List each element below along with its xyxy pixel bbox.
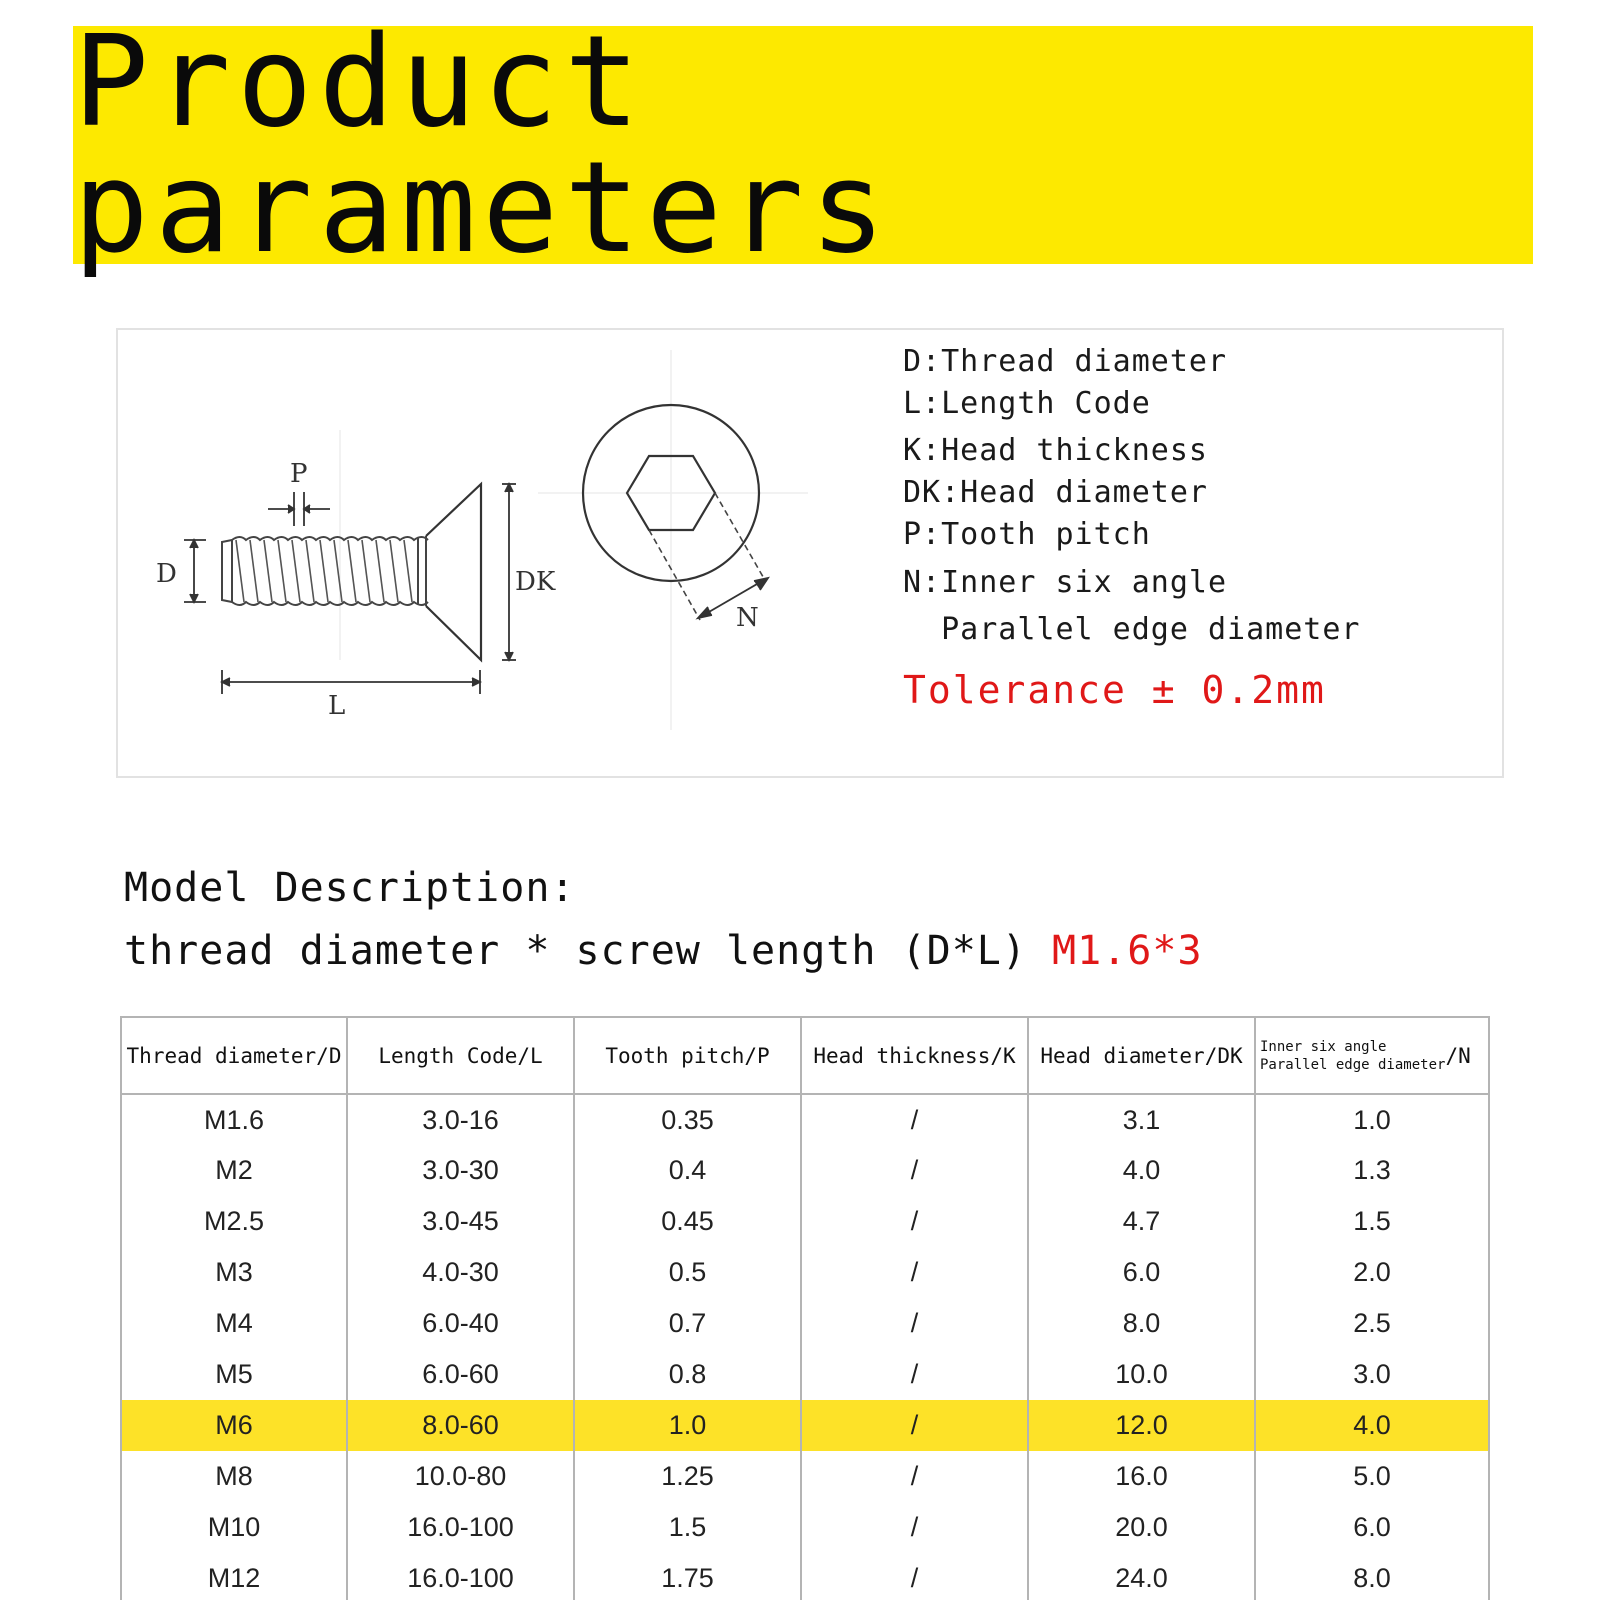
cell-thread: M4 — [121, 1298, 347, 1349]
cell-length: 8.0-60 — [347, 1400, 574, 1451]
cell-pitch: 0.4 — [574, 1145, 801, 1196]
cell-inner-six: 2.0 — [1255, 1247, 1489, 1298]
cell-inner-six: 8.0 — [1255, 1553, 1489, 1600]
table-row — [121, 1349, 1489, 1400]
legend-item: P:Tooth pitch — [903, 517, 1151, 552]
cell-thickness: / — [801, 1196, 1028, 1247]
cell-thread: M1.6 — [121, 1094, 347, 1145]
cell-head-diameter: 10.0 — [1028, 1349, 1255, 1400]
cell-inner-six: 1.3 — [1255, 1145, 1489, 1196]
cell-pitch: 0.7 — [574, 1298, 801, 1349]
cell-inner-six: 6.0 — [1255, 1502, 1489, 1553]
label-n: N — [736, 603, 759, 633]
legend-item: D:Thread diameter — [903, 344, 1228, 379]
cell-inner-six: 5.0 — [1255, 1451, 1489, 1502]
cell-head-diameter: 24.0 — [1028, 1553, 1255, 1600]
tolerance-note: Tolerance ± 0.2mm — [903, 668, 1326, 712]
cell-thickness: / — [801, 1553, 1028, 1600]
table-row — [121, 1247, 1489, 1298]
table-row — [121, 1553, 1489, 1600]
cell-thickness: / — [801, 1451, 1028, 1502]
cell-length: 3.0-16 — [347, 1094, 574, 1145]
label-l: L — [328, 691, 346, 721]
cell-thread: M8 — [121, 1451, 347, 1502]
cell-head-diameter: 8.0 — [1028, 1298, 1255, 1349]
cell-thread: M5 — [121, 1349, 347, 1400]
title-banner — [73, 8, 1533, 281]
cell-pitch: 1.0 — [574, 1400, 801, 1451]
label-d: D — [156, 559, 177, 589]
cell-inner-six: 1.5 — [1255, 1196, 1489, 1247]
diagram-panel — [116, 328, 1504, 778]
cell-thread: M12 — [121, 1553, 347, 1600]
parameters-table — [120, 1016, 1490, 1600]
cell-inner-six: 1.0 — [1255, 1094, 1489, 1145]
screw-diagram — [118, 330, 1506, 780]
cell-thread: M2 — [121, 1145, 347, 1196]
screw-head — [426, 484, 481, 660]
table-row — [121, 1502, 1489, 1553]
cell-length: 6.0-40 — [347, 1298, 574, 1349]
header-head-diameter: Head diameter/DK — [1028, 1017, 1255, 1094]
cell-thickness: / — [801, 1502, 1028, 1553]
formula-text: thread diameter * screw length (D*L) — [124, 928, 1027, 974]
header-n-line1: Inner six angle — [1260, 1038, 1387, 1055]
cell-pitch: 0.5 — [574, 1247, 801, 1298]
cell-thickness: / — [801, 1349, 1028, 1400]
model-heading: Model Description: — [124, 865, 576, 911]
table-header-row — [121, 1017, 1489, 1094]
cell-pitch: 1.25 — [574, 1451, 801, 1502]
header-n-line2: Parallel edge diameter — [1260, 1056, 1446, 1073]
cell-thread: M6 — [121, 1400, 347, 1451]
table-row — [121, 1298, 1489, 1349]
cell-thread: M3 — [121, 1247, 347, 1298]
cell-length: 6.0-60 — [347, 1349, 574, 1400]
cell-inner-six: 4.0 — [1255, 1400, 1489, 1451]
cell-pitch: 1.5 — [574, 1502, 801, 1553]
header-thread-diameter: Thread diameter/D — [121, 1017, 347, 1094]
header-head-thickness: Head thickness/K — [801, 1017, 1028, 1094]
cell-head-diameter: 20.0 — [1028, 1502, 1255, 1553]
label-p: P — [290, 459, 308, 489]
cell-pitch: 0.45 — [574, 1196, 801, 1247]
cell-head-diameter: 3.1 — [1028, 1094, 1255, 1145]
header-inner-six-angle — [1255, 1017, 1489, 1094]
cell-pitch: 0.35 — [574, 1094, 801, 1145]
cell-thread: M2.5 — [121, 1196, 347, 1247]
cell-head-diameter: 6.0 — [1028, 1247, 1255, 1298]
cell-head-diameter: 16.0 — [1028, 1451, 1255, 1502]
legend-item: K:Head thickness — [903, 433, 1208, 468]
screw-shank — [222, 536, 428, 606]
cell-length: 3.0-30 — [347, 1145, 574, 1196]
table-row — [121, 1196, 1489, 1247]
cell-pitch: 1.75 — [574, 1553, 801, 1600]
table-row — [121, 1094, 1489, 1145]
cell-thickness: / — [801, 1247, 1028, 1298]
cell-thread: M10 — [121, 1502, 347, 1553]
cell-inner-six: 3.0 — [1255, 1349, 1489, 1400]
label-dk: DK — [515, 567, 556, 597]
cell-length: 16.0-100 — [347, 1502, 574, 1553]
table-row — [121, 1451, 1489, 1502]
cell-thickness: / — [801, 1298, 1028, 1349]
cell-pitch: 0.8 — [574, 1349, 801, 1400]
cell-length: 4.0-30 — [347, 1247, 574, 1298]
model-formula — [124, 928, 1203, 974]
legend-item: Parallel edge diameter — [903, 612, 1361, 647]
header-tooth-pitch: Tooth pitch/P — [574, 1017, 801, 1094]
table-row — [121, 1145, 1489, 1196]
table-row-highlighted — [121, 1400, 1489, 1451]
cell-length: 10.0-80 — [347, 1451, 574, 1502]
legend-item: DK:Head diameter — [903, 475, 1208, 510]
legend-item: L:Length Code — [903, 386, 1151, 421]
cell-length: 3.0-45 — [347, 1196, 574, 1247]
cell-thickness: / — [801, 1400, 1028, 1451]
header-length-code: Length Code/L — [347, 1017, 574, 1094]
cell-thickness: / — [801, 1094, 1028, 1145]
cell-length: 16.0-100 — [347, 1553, 574, 1600]
cell-head-diameter: 12.0 — [1028, 1400, 1255, 1451]
legend-item: N:Inner six angle — [903, 565, 1228, 600]
cell-head-diameter: 4.0 — [1028, 1145, 1255, 1196]
header-n-suffix: /N — [1445, 1043, 1471, 1068]
cell-head-diameter: 4.7 — [1028, 1196, 1255, 1247]
page-title: Product parameters — [73, 8, 892, 281]
cell-thickness: / — [801, 1145, 1028, 1196]
cell-inner-six: 2.5 — [1255, 1298, 1489, 1349]
formula-example: M1.6*3 — [1052, 928, 1203, 974]
